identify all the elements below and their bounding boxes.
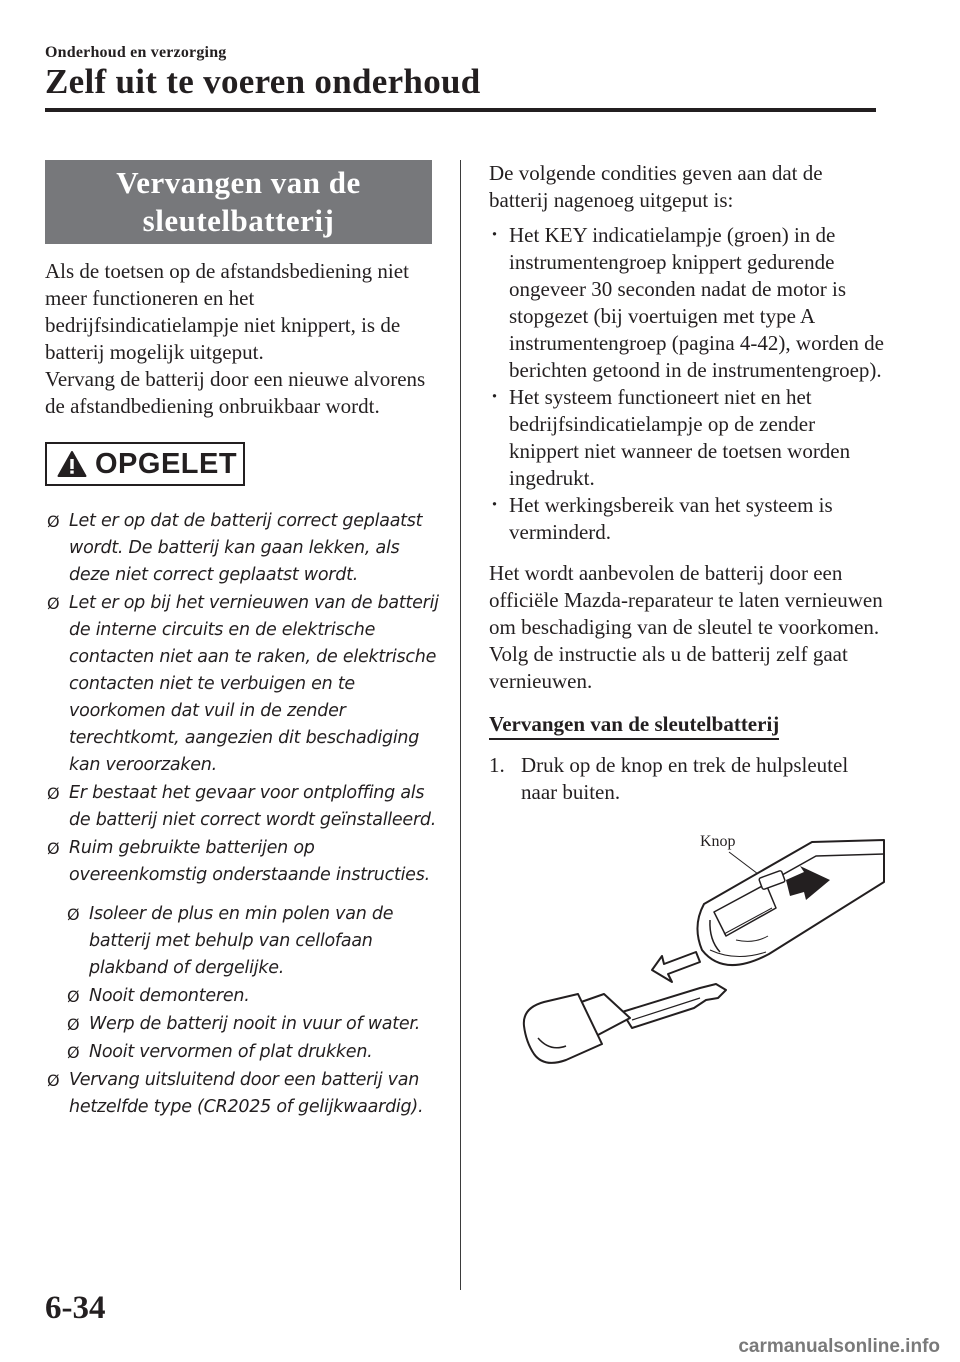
column-divider	[460, 160, 461, 1290]
pull-arrow-icon	[652, 952, 700, 982]
arrow-bullet-icon: Ø	[67, 905, 80, 924]
header-rule	[45, 108, 876, 112]
figure-label-knop: Knop	[700, 833, 736, 850]
disposal-item: Ø Werp de batterij nooit in vuur of water.	[65, 1011, 445, 1038]
left-column	[45, 160, 445, 1122]
disposal-item: Ø Nooit demonteren.	[65, 983, 445, 1010]
dot-bullet-icon: ·	[491, 384, 499, 408]
step-number: 1.	[489, 753, 505, 777]
emergency-key-icon	[524, 984, 726, 1063]
key-fob-body	[697, 840, 884, 965]
dot-bullet-icon: ·	[491, 492, 499, 516]
caution-item: Ø Er bestaat het gevaar voor ontploffing als de batterij niet correct wordt geïnstalleerd.	[45, 780, 445, 834]
conditions-intro: De volgende condities geven aan dat de batterij nagenoeg uitgeput is:	[489, 161, 823, 212]
arrow-bullet-icon: Ø	[47, 784, 60, 803]
caution-item: Ø Let er op bij het vernieuwen van de batterij de interne circuits en de elektrische contacten niet aan te raken, de elektrische contacten niet te verbuigen en te voorkomen dat vuil in de zender terechtkomt, aangezien dit beschadiging kan veroorzaken.	[45, 590, 445, 779]
arrow-bullet-icon: Ø	[67, 987, 80, 1006]
dot-bullet-icon: ·	[491, 222, 499, 246]
disposal-sublist	[65, 901, 445, 1066]
caution-box	[45, 442, 245, 486]
right-column	[489, 160, 884, 806]
advice-paragraph: Het wordt aanbevolen de batterij door een officiële Mazda-reparateur te laten vernieuwen om beschadiging van de sleutel te voorkomen. Volg de instructie als u de batterij zelf gaat vernieuwen.	[489, 561, 883, 693]
section-title-line1: Vervangen van de	[116, 165, 361, 200]
step-1	[489, 752, 884, 806]
intro-paragraph-1: Als de toetsen op de afstandsbediening niet meer functioneren en het bedrijfsindicatielampje niet knippert, is de batterij mogelijk uitgeput.	[45, 259, 409, 364]
caution-item: Ø Vervang uitsluitend door een batterij van hetzelfde type (CR2025 of gelijkwaardig).	[45, 1067, 445, 1121]
key-illustration	[504, 822, 889, 1092]
caution-list-end	[45, 1067, 445, 1121]
caution-label: OPGELET	[95, 447, 238, 480]
arrow-bullet-icon: Ø	[47, 512, 60, 531]
condition-item: · Het werkingsbereik van het systeem is verminderd.	[491, 492, 833, 544]
page-number: 6-34	[45, 1290, 106, 1326]
intro-paragraph-2: Vervang de batterij door een nieuwe alvorens de afstandbediening onbruikbaar wordt.	[45, 367, 426, 418]
header-section-label: Onderhoud en verzorging	[45, 44, 227, 61]
disposal-item: Ø Nooit vervormen of plat drukken.	[65, 1039, 445, 1066]
warning-triangle-icon	[57, 450, 87, 478]
condition-item: · Het KEY indicatielampje (groen) in de instrumentengroep knippert gedurende ongeveer 30 seconden nadat de motor is stopgezet (bij voertuigen met type A instrumentengroep (pagina 4-42), worden de berichten getoond in de instrumentengroep).	[491, 222, 884, 382]
arrow-bullet-icon: Ø	[67, 1043, 80, 1062]
arrow-bullet-icon: Ø	[67, 1015, 80, 1034]
section-title-box	[45, 160, 432, 244]
caution-item: Ø Let er op dat de batterij correct geplaatst wordt. De batterij kan gaan lekken, als deze niet correct geplaatst wordt.	[45, 508, 445, 589]
caution-item: Ø Ruim gebruikte batterijen op overeenkomstig onderstaande instructies.	[45, 835, 445, 889]
conditions-list	[489, 222, 884, 546]
arrow-bullet-icon: Ø	[47, 1071, 60, 1090]
arrow-bullet-icon: Ø	[47, 839, 60, 858]
watermark: carmanualsonline.info	[738, 1336, 940, 1357]
subheading: Vervangen van de sleutelbatterij	[489, 711, 779, 740]
step-text: Druk op de knop en trek de hulpsleutel naar buiten.	[521, 753, 849, 804]
page-title: Zelf uit te voeren onderhoud	[45, 62, 481, 101]
condition-item: · Het systeem functioneert niet en het bedrijfsindicatielampje op de zender knippert niet wanneer de toetsen worden ingedrukt.	[491, 384, 851, 490]
caution-list	[45, 508, 445, 889]
disposal-item: Ø Isoleer de plus en min polen van de batterij met behulp van cellofaan plakband of dergelijke.	[65, 901, 445, 982]
section-title-line2: sleutelbatterij	[142, 203, 335, 238]
arrow-bullet-icon: Ø	[47, 594, 60, 613]
